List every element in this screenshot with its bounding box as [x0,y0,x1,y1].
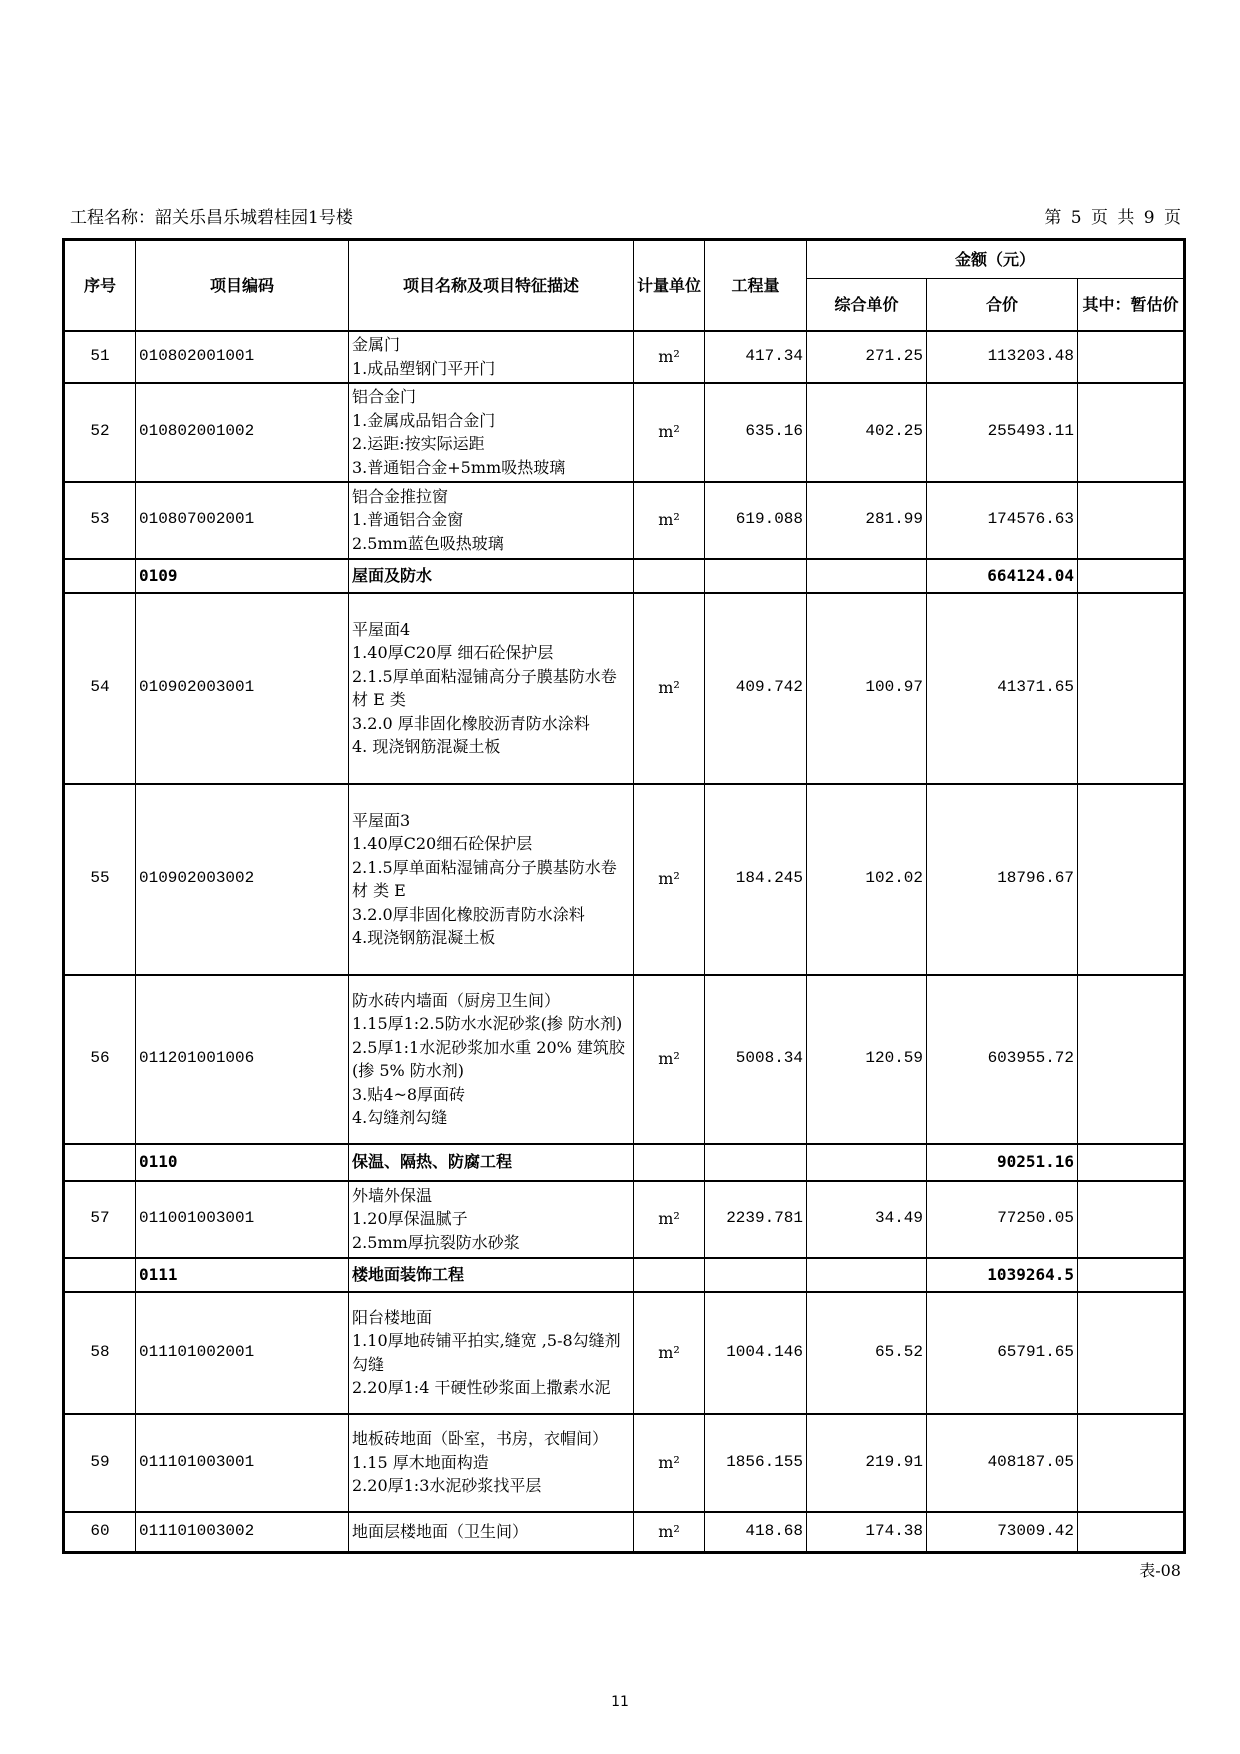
price-cell: 120.59 [807,975,927,1144]
price-cell: 402.25 [807,383,927,482]
seq-cell: 57 [64,1181,136,1258]
qty-cell: 418.68 [705,1512,807,1553]
table-row [64,1292,1185,1414]
code-cell: 010902003001 [136,593,349,784]
price-cell: 281.99 [807,482,927,559]
col-total: 合价 [927,279,1078,331]
col-code: 项目编码 [136,240,349,331]
unit-cell: m² [634,1181,705,1258]
total-cell: 113203.48 [927,331,1078,383]
qty-cell [705,1144,807,1181]
table-row [64,482,1185,559]
qty-cell: 409.742 [705,593,807,784]
table-row [64,331,1185,383]
table-row [64,784,1185,975]
section-row [64,1258,1185,1292]
bill-of-quantities-table [62,238,1186,1554]
code-cell: 010807002001 [136,482,349,559]
unit-cell: m² [634,784,705,975]
code-cell: 0111 [136,1258,349,1292]
seq-cell [64,559,136,593]
col-name: 项目名称及项目特征描述 [349,240,634,331]
price-cell [807,559,927,593]
prov-cell [1078,975,1185,1144]
qty-cell [705,1258,807,1292]
qty-cell: 635.16 [705,383,807,482]
price-cell: 174.38 [807,1512,927,1553]
qty-cell [705,559,807,593]
seq-cell: 52 [64,383,136,482]
total-cell: 77250.05 [927,1181,1078,1258]
total-cell: 664124.04 [927,559,1078,593]
desc-cell: 地板砖地面（卧室，书房，衣帽间） 1.15 厚木地面构造 2.20厚1:3水泥砂浆找平层 [349,1414,634,1512]
total-cell: 41371.65 [927,593,1078,784]
section-row [64,1144,1185,1181]
code-cell: 0110 [136,1144,349,1181]
seq-cell: 54 [64,593,136,784]
price-cell: 219.91 [807,1414,927,1512]
code-cell: 010902003002 [136,784,349,975]
prov-cell [1078,482,1185,559]
desc-cell: 阳台楼地面 1.10厚地砖铺平拍实,缝宽 ,5-8勾缝剂勾缝 2.20厚1:4 干硬性砂浆面上撒素水泥 [349,1292,634,1414]
prov-cell [1078,784,1185,975]
unit-cell: m² [634,331,705,383]
code-cell: 011001003001 [136,1181,349,1258]
table-row [64,383,1185,482]
price-cell: 102.02 [807,784,927,975]
table-row [64,1181,1185,1258]
desc-cell: 平屋面4 1.40厚C20厚 细石砼保护层 2.1.5厚单面粘湿铺高分子膜基防水卷材 E 类 3.2.0 厚非固化橡胶沥青防水涂料 4. 现浇钢筋混凝土板 [349,593,634,784]
qty-cell: 2239.781 [705,1181,807,1258]
prov-cell [1078,331,1185,383]
prov-cell [1078,1144,1185,1181]
unit-cell: m² [634,1292,705,1414]
prov-cell [1078,559,1185,593]
unit-cell [634,1258,705,1292]
col-provisional: 其中：暂估价 [1078,279,1185,331]
table-row [64,975,1185,1144]
prov-cell [1078,1181,1185,1258]
col-qty: 工程量 [705,240,807,331]
price-cell: 34.49 [807,1181,927,1258]
seq-cell [64,1144,136,1181]
desc-cell: 金属门 1.成品塑钢门平开门 [349,331,634,383]
desc-cell: 铝合金门 1.金属成品铝合金门 2.运距:按实际运距 3.普通铝合金+5mm吸热玻璃 [349,383,634,482]
qty-cell: 184.245 [705,784,807,975]
unit-cell: m² [634,1512,705,1553]
desc-cell: 防水砖内墙面（厨房卫生间） 1.15厚1:2.5防水水泥砂浆(掺 防水剂) 2.5厚1:1水泥砂浆加水重 20% 建筑胶(掺 5% 防水剂) 3.贴4~8厚面砖 4.勾缝剂勾缝 [349,975,634,1144]
total-cell: 255493.11 [927,383,1078,482]
seq-cell: 51 [64,331,136,383]
name-cell: 屋面及防水 [349,559,634,593]
seq-cell: 56 [64,975,136,1144]
desc-cell: 铝合金推拉窗 1.普通铝合金窗 2.5mm蓝色吸热玻璃 [349,482,634,559]
col-unit: 计量单位 [634,240,705,331]
unit-cell: m² [634,975,705,1144]
total-cell: 73009.42 [927,1512,1078,1553]
seq-cell: 53 [64,482,136,559]
table-row [64,593,1185,784]
desc-cell: 外墙外保温 1.20厚保温腻子 2.5mm厚抗裂防水砂浆 [349,1181,634,1258]
prov-cell [1078,1258,1185,1292]
table-row [64,1512,1185,1553]
total-cell: 65791.65 [927,1292,1078,1414]
prov-cell [1078,1414,1185,1512]
unit-cell [634,1144,705,1181]
code-cell: 0109 [136,559,349,593]
name-cell: 楼地面装饰工程 [349,1258,634,1292]
code-cell: 010802001002 [136,383,349,482]
seq-cell: 59 [64,1414,136,1512]
code-cell: 011101003001 [136,1414,349,1512]
qty-cell: 417.34 [705,331,807,383]
prov-cell [1078,593,1185,784]
col-unit-price: 综合单价 [807,279,927,331]
desc-cell: 地面层楼地面（卫生间） [349,1512,634,1553]
price-cell: 65.52 [807,1292,927,1414]
unit-cell: m² [634,383,705,482]
total-cell: 1039264.5 [927,1258,1078,1292]
seq-cell [64,1258,136,1292]
name-cell: 保温、隔热、防腐工程 [349,1144,634,1181]
total-cell: 408187.05 [927,1414,1078,1512]
price-cell: 100.97 [807,593,927,784]
seq-cell: 58 [64,1292,136,1414]
prov-cell [1078,383,1185,482]
section-row [64,559,1185,593]
seq-cell: 55 [64,784,136,975]
col-seq: 序号 [64,240,136,331]
unit-cell: m² [634,1414,705,1512]
col-amount-group: 金额（元） [807,240,1185,279]
unit-cell: m² [634,593,705,784]
table-id: 表-08 [1139,1561,1181,1580]
desc-cell: 平屋面3 1.40厚C20细石砼保护层 2.1.5厚单面粘湿铺高分子膜基防水卷材 类 E 3.2.0厚非固化橡胶沥青防水涂料 4.现浇钢筋混凝土板 [349,784,634,975]
total-cell: 18796.67 [927,784,1078,975]
price-cell [807,1258,927,1292]
code-cell: 010802001001 [136,331,349,383]
prov-cell [1078,1292,1185,1414]
table-body [64,331,1185,1553]
page-number: 11 [611,1694,629,1710]
page-info: 第 5 页 共 9 页 [1044,208,1181,228]
qty-cell: 1856.155 [705,1414,807,1512]
prov-cell [1078,1512,1185,1553]
code-cell: 011101003002 [136,1512,349,1553]
price-cell: 271.25 [807,331,927,383]
qty-cell: 1004.146 [705,1292,807,1414]
total-cell: 90251.16 [927,1144,1078,1181]
unit-cell [634,559,705,593]
code-cell: 011201001006 [136,975,349,1144]
total-cell: 174576.63 [927,482,1078,559]
seq-cell: 60 [64,1512,136,1553]
unit-cell: m² [634,482,705,559]
code-cell: 011101002001 [136,1292,349,1414]
qty-cell: 5008.34 [705,975,807,1144]
price-cell [807,1144,927,1181]
qty-cell: 619.088 [705,482,807,559]
table-row [64,1414,1185,1512]
project-name: 工程名称：韶关乐昌乐城碧桂园1号楼 [70,208,353,228]
total-cell: 603955.72 [927,975,1078,1144]
